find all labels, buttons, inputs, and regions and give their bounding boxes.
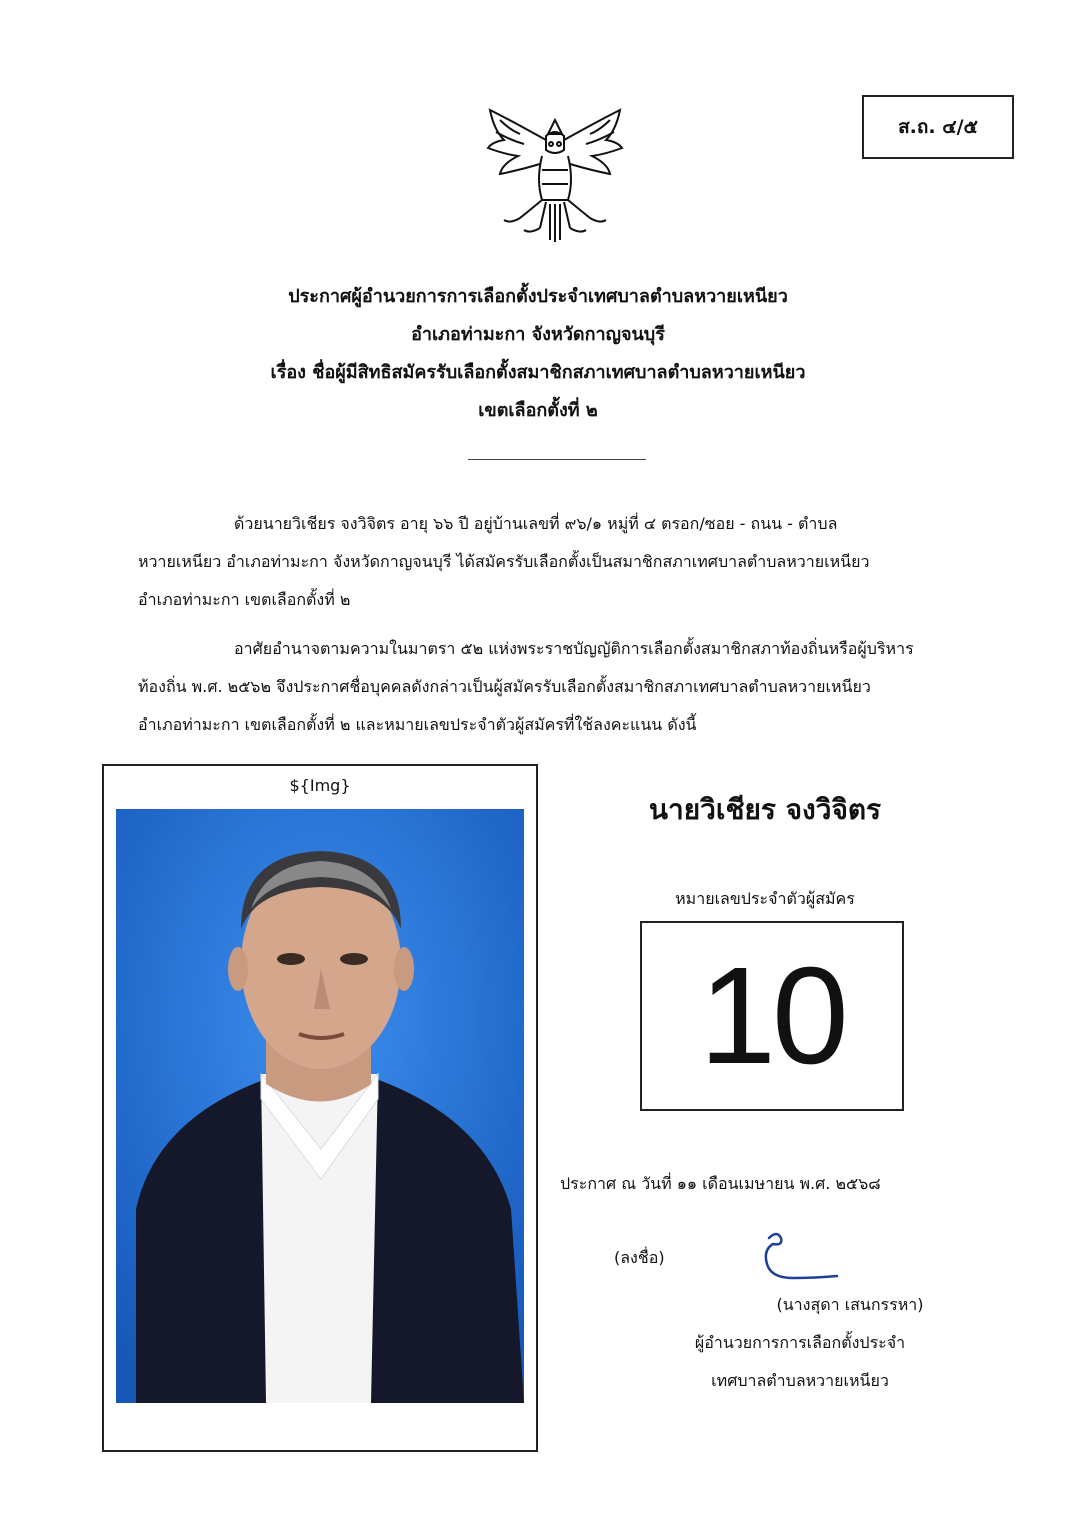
paragraph-2-line-1-text: อาศัยอำนาจตามความในมาตรา ๕๒ แห่งพระราชบัญญัติการเลือกตั้งสมาชิกสภาท้องถิ่นหรือผู้บริหาร: [234, 639, 914, 658]
header-title-line2: อำเภอท่ามะกา จังหวัดกาญจนบุรี: [411, 324, 665, 345]
form-code-box: ส.ถ. ๔/๕: [862, 95, 1014, 159]
candidate-photo: [116, 809, 524, 1403]
paragraph-2-line-2: ท้องถิ่น พ.ศ. ๒๕๖๒ จึงประกาศชื่อบุคคลดังกล่าวเป็นผู้สมัครรับเลือกตั้งสมาชิกสภาเทศบาลตำบลหวายเหนียว: [138, 677, 871, 696]
header-subject: เรื่อง ชื่อผู้มีสิทธิสมัครรับเลือกตั้งสมาชิกสภาเทศบาลตำบลหวายเหนียว: [270, 362, 806, 383]
announcement-date: ประกาศ ณ วันที่ ๑๑ เดือนเมษายน พ.ศ. ๒๕๖๘: [560, 1174, 881, 1193]
candidate-number-box: 10: [640, 921, 904, 1111]
candidate-name: นายวิเชียร จงวิจิตร: [648, 793, 882, 826]
paragraph-2-line-3: อำเภอท่ามะกา เขตเลือกตั้งที่ ๒ และหมายเลขประจำตัวผู้สมัครที่ใช้ลงคะแนน ดังนี้: [138, 715, 697, 734]
header-district: เขตเลือกตั้งที่ ๒: [478, 400, 598, 421]
image-placeholder-tag: ${Img}: [289, 776, 351, 795]
paragraph-1-line-1-text: ด้วยนายวิเชียร จงวิจิตร อายุ ๖๖ ปี อยู่บ้านเลขที่ ๙๖/๑ หมู่ที่ ๔ ตรอก/ซอย - ถนน - ตำบล: [234, 514, 838, 533]
paragraph-1-line-3: อำเภอท่ามะกา เขตเลือกตั้งที่ ๒: [138, 590, 351, 609]
candidate-number-label: หมายเลขประจำตัวผู้สมัคร: [675, 889, 855, 908]
paragraph-1-line-2: หวายเหนียว อำเภอท่ามะกา จังหวัดกาญจนบุรี ได้สมัครรับเลือกตั้งเป็นสมาชิกสภาเทศบาลตำบลหวายเหนียว: [138, 552, 870, 571]
signer-name: (นางสุดา เสนกรรหา): [776, 1295, 924, 1314]
signature-label: (ลงชื่อ): [614, 1248, 665, 1267]
header-divider: [468, 459, 646, 460]
handwritten-signature: [755, 1228, 845, 1288]
signer-position-line1: ผู้อำนวยการการเลือกตั้งประจำ: [694, 1333, 906, 1352]
paragraph-2-line-1: [138, 630, 968, 668]
garuda-emblem: [480, 100, 630, 250]
paragraph-1-line-1: [138, 505, 968, 543]
header-title-line1: ประกาศผู้อำนวยการการเลือกตั้งประจำเทศบาลตำบลหวายเหนียว: [288, 286, 788, 307]
signer-position-line2: เทศบาลตำบลหวายเหนียว: [711, 1371, 889, 1390]
